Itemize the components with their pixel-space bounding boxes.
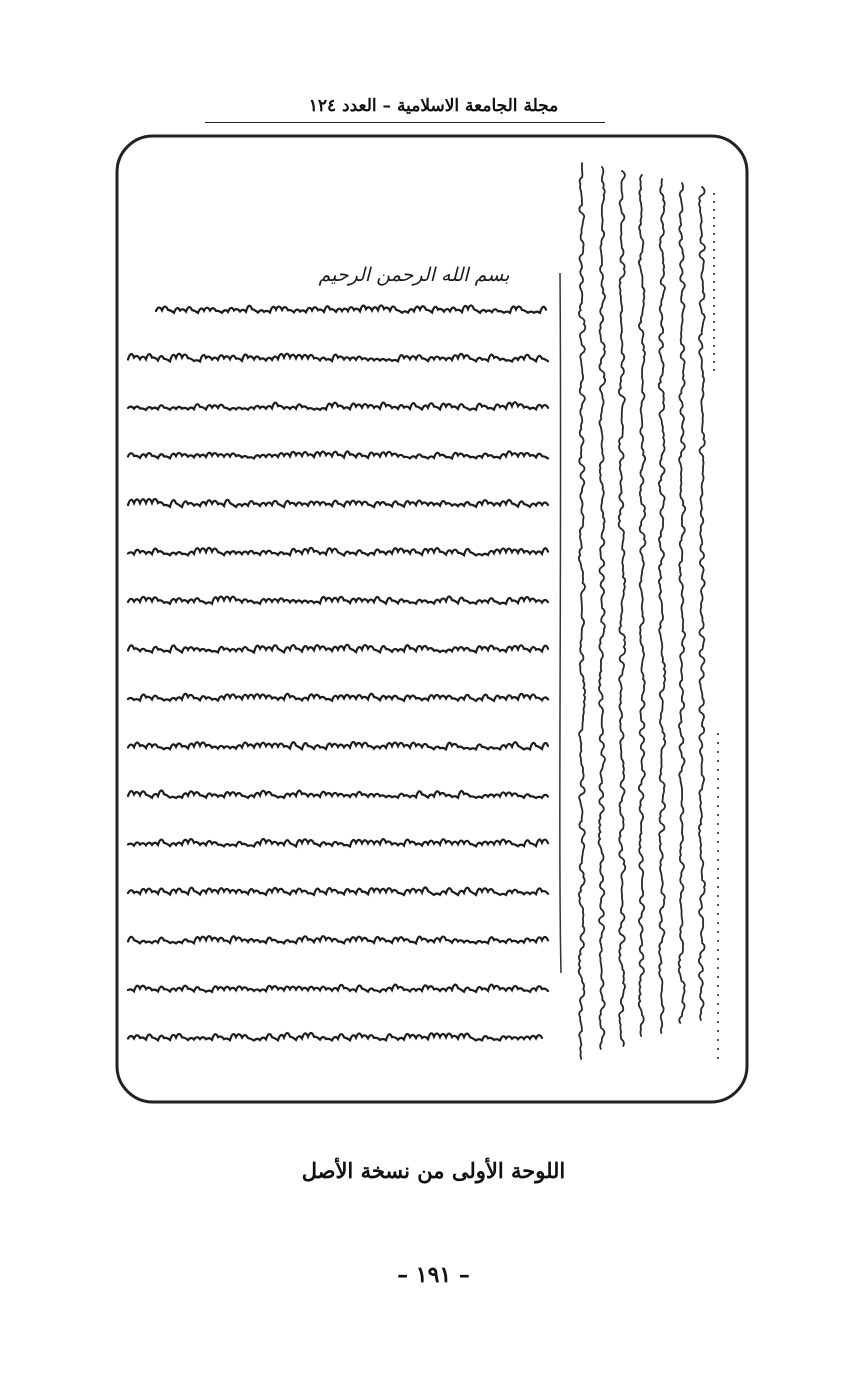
plate-caption: اللوحة الأولى من نسخة الأصل [301,1158,566,1183]
running-header: مجلة الجامعة الاسلامية – العدد ١٢٤ [308,96,559,116]
manuscript-plate [114,133,750,1105]
manuscript-image [114,133,750,1105]
header-rule [205,122,605,123]
basmala: بسم الله الرحمن الرحيم [318,264,510,286]
page-number: – ١٩١ – [397,1262,470,1288]
